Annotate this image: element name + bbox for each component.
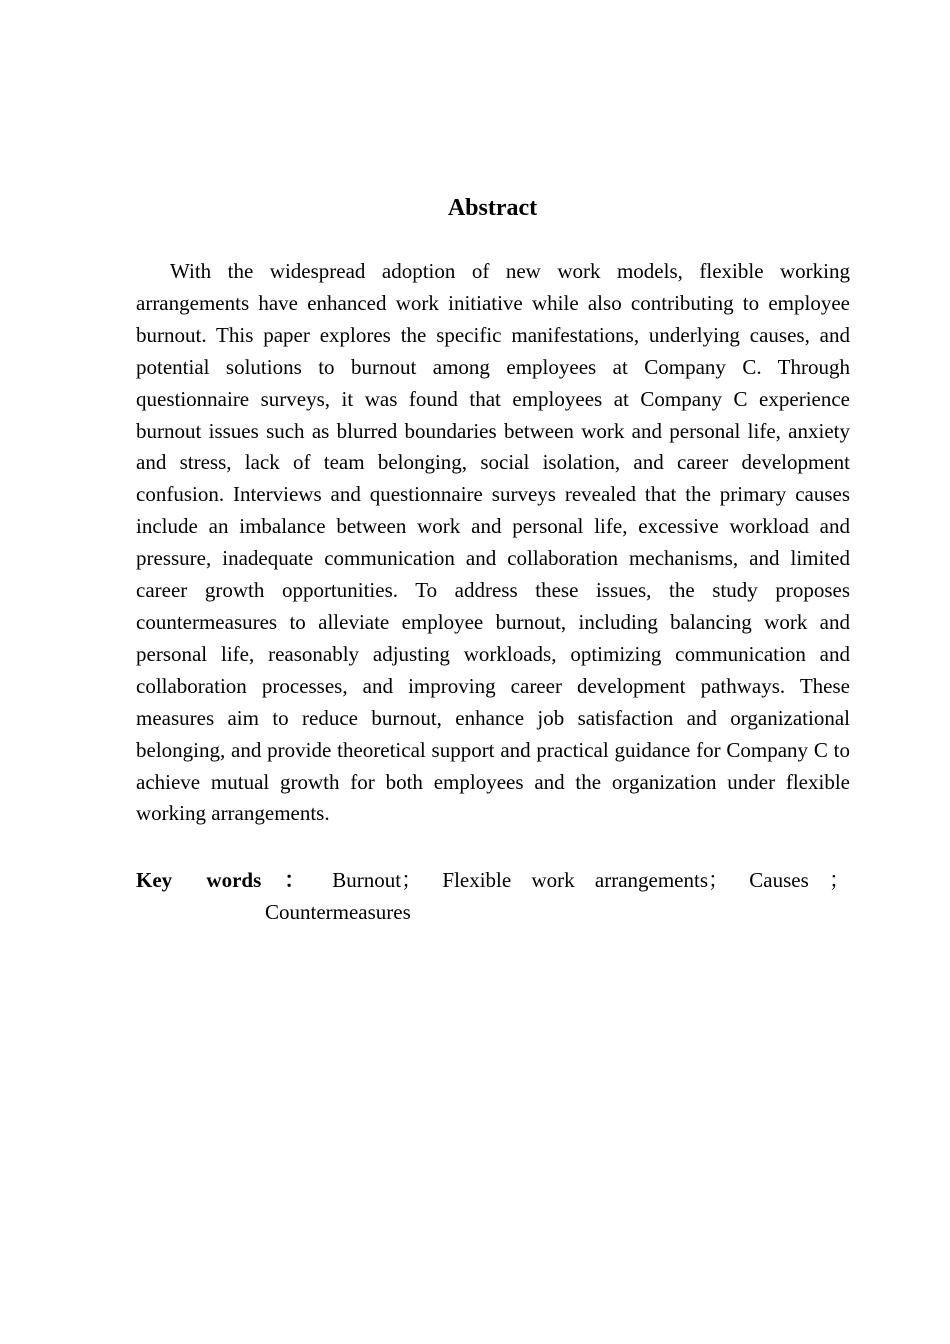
keywords-continuation: Countermeasures xyxy=(265,900,411,924)
abstract-body: With the widespread adoption of new work models, flexible working arrangements have enhanced work initiative while also contributing to employee burnout. This paper explores the specific manifestations, underlying causes, and potential solutions to burnout among employees at Company C. Through questionnaire surveys, it was found that employees at Company C experience burnout issues such as blurred boundaries between work and personal life, anxiety and stress, lack of team belonging, social isolation, and career development confusion. Interviews and questionnaire surveys revealed that the primary causes include an imbalance between work and personal life, excessive workload and pressure, inadequate communication and collaboration mechanisms, and limited career growth opportunities. To address these issues, the study proposes countermeasures to alleviate employee burnout, including balancing work and personal life, reasonably adjusting workloads, optimizing communication and collaboration processes, and improving career development pathways. These measures aim to reduce burnout, enhance job satisfaction and organizational belonging, and provide theoretical support and practical guidance for Company C to achieve mutual growth for both employees and the organization under flexible working arrangements. xyxy=(136,259,850,826)
keywords-colon: ： xyxy=(269,868,321,892)
keywords-list: Burnout； Flexible work arrangements； Causes ； xyxy=(332,868,851,892)
abstract-title: Abstract xyxy=(447,195,538,221)
keywords-label: Key words xyxy=(136,868,262,892)
keywords-line xyxy=(136,864,850,896)
